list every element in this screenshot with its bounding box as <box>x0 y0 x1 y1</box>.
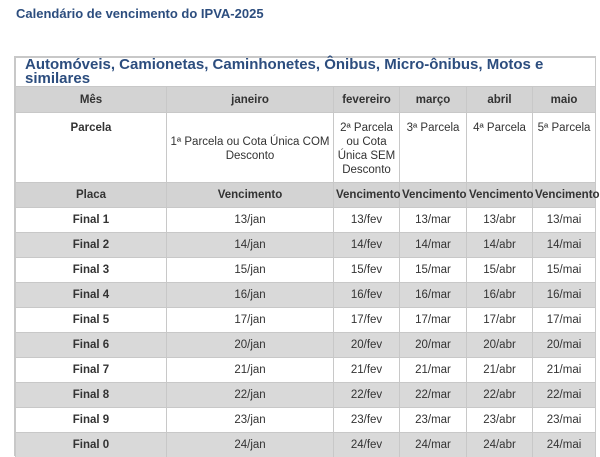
date-cell: 20/abr <box>467 333 533 358</box>
ipva-calendar-table <box>15 56 600 457</box>
parcela-cell: 1ª Parcela ou Cota Única COM Desconto <box>167 113 334 183</box>
parcela-cell: 4ª Parcela <box>467 113 533 183</box>
date-cell: 16/mai <box>533 283 596 308</box>
page-title: Calendário de vencimento do IPVA-2025 <box>16 6 264 21</box>
month-header: fevereiro <box>334 87 400 113</box>
parcela-row <box>16 113 596 183</box>
date-cell: 23/jan <box>167 408 334 433</box>
vencimento-header: Vencimento <box>400 183 467 208</box>
date-cell: 22/jan <box>167 383 334 408</box>
date-cell: 23/mai <box>533 408 596 433</box>
table-row <box>16 433 596 457</box>
date-cell: 15/mar <box>400 258 467 283</box>
date-cell: 23/mar <box>400 408 467 433</box>
table-row <box>16 333 596 358</box>
vencimento-header: Vencimento <box>167 183 334 208</box>
table-row <box>16 283 596 308</box>
date-cell: 16/fev <box>334 283 400 308</box>
date-cell: 14/jan <box>167 233 334 258</box>
placa-cell: Final 9 <box>16 408 167 433</box>
parcela-cell: 3ª Parcela <box>400 113 467 183</box>
date-cell: 24/mai <box>533 433 596 457</box>
date-cell: 17/abr <box>467 308 533 333</box>
placa-cell: Final 8 <box>16 383 167 408</box>
month-header: abril <box>467 87 533 113</box>
date-cell: 14/fev <box>334 233 400 258</box>
date-cell: 16/mar <box>400 283 467 308</box>
date-cell: 13/fev <box>334 208 400 233</box>
date-cell: 13/mar <box>400 208 467 233</box>
date-cell: 14/abr <box>467 233 533 258</box>
date-cell: 14/mar <box>400 233 467 258</box>
placa-header-row <box>16 183 596 208</box>
date-cell: 21/mai <box>533 358 596 383</box>
table-row <box>16 408 596 433</box>
date-cell: 20/mar <box>400 333 467 358</box>
date-cell: 14/mai <box>533 233 596 258</box>
date-cell: 16/jan <box>167 283 334 308</box>
date-cell: 24/abr <box>467 433 533 457</box>
date-cell: 22/mar <box>400 383 467 408</box>
placa-cell: Final 5 <box>16 308 167 333</box>
date-cell: 17/fev <box>334 308 400 333</box>
date-cell: 13/abr <box>467 208 533 233</box>
date-cell: 21/mar <box>400 358 467 383</box>
month-header-row <box>16 87 596 113</box>
date-cell: 17/mai <box>533 308 596 333</box>
table-title-row <box>16 58 596 87</box>
parcela-label: Parcela <box>16 113 167 183</box>
date-cell: 21/abr <box>467 358 533 383</box>
parcela-cell: 2ª Parcela ou Cota Única SEM Desconto <box>334 113 400 183</box>
ipva-table-container <box>14 56 600 456</box>
placa-cell: Final 4 <box>16 283 167 308</box>
date-cell: 15/fev <box>334 258 400 283</box>
table-row <box>16 208 596 233</box>
date-cell: 21/fev <box>334 358 400 383</box>
placa-cell: Final 2 <box>16 233 167 258</box>
placa-cell: Final 1 <box>16 208 167 233</box>
date-cell: 20/jan <box>167 333 334 358</box>
date-cell: 20/mai <box>533 333 596 358</box>
vencimento-header: Vencimento <box>533 183 596 208</box>
date-cell: 15/jan <box>167 258 334 283</box>
date-cell: 22/mai <box>533 383 596 408</box>
table-row <box>16 258 596 283</box>
date-cell: 22/abr <box>467 383 533 408</box>
date-cell: 15/mai <box>533 258 596 283</box>
date-cell: 17/mar <box>400 308 467 333</box>
table-row <box>16 383 596 408</box>
table-title: Automóveis, Camionetas, Caminhonetes, Ônibus, Micro-ônibus, Motos e similares <box>16 58 596 87</box>
table-row <box>16 358 596 383</box>
date-cell: 15/abr <box>467 258 533 283</box>
table-row <box>16 308 596 333</box>
table-row <box>16 233 596 258</box>
placa-cell: Final 0 <box>16 433 167 457</box>
placa-label: Placa <box>16 183 167 208</box>
placa-cell: Final 7 <box>16 358 167 383</box>
date-cell: 13/mai <box>533 208 596 233</box>
date-cell: 24/jan <box>167 433 334 457</box>
date-cell: 23/abr <box>467 408 533 433</box>
parcela-cell: 5ª Parcela <box>533 113 596 183</box>
date-cell: 16/abr <box>467 283 533 308</box>
vencimento-header: Vencimento <box>467 183 533 208</box>
date-cell: 24/mar <box>400 433 467 457</box>
date-cell: 17/jan <box>167 308 334 333</box>
month-label: Mês <box>16 87 167 113</box>
date-cell: 24/fev <box>334 433 400 457</box>
vencimento-header: Vencimento <box>334 183 400 208</box>
month-header: maio <box>533 87 596 113</box>
date-cell: 13/jan <box>167 208 334 233</box>
date-cell: 21/jan <box>167 358 334 383</box>
placa-cell: Final 6 <box>16 333 167 358</box>
placa-cell: Final 3 <box>16 258 167 283</box>
date-cell: 20/fev <box>334 333 400 358</box>
month-header: março <box>400 87 467 113</box>
date-cell: 22/fev <box>334 383 400 408</box>
month-header: janeiro <box>167 87 334 113</box>
date-cell: 23/fev <box>334 408 400 433</box>
